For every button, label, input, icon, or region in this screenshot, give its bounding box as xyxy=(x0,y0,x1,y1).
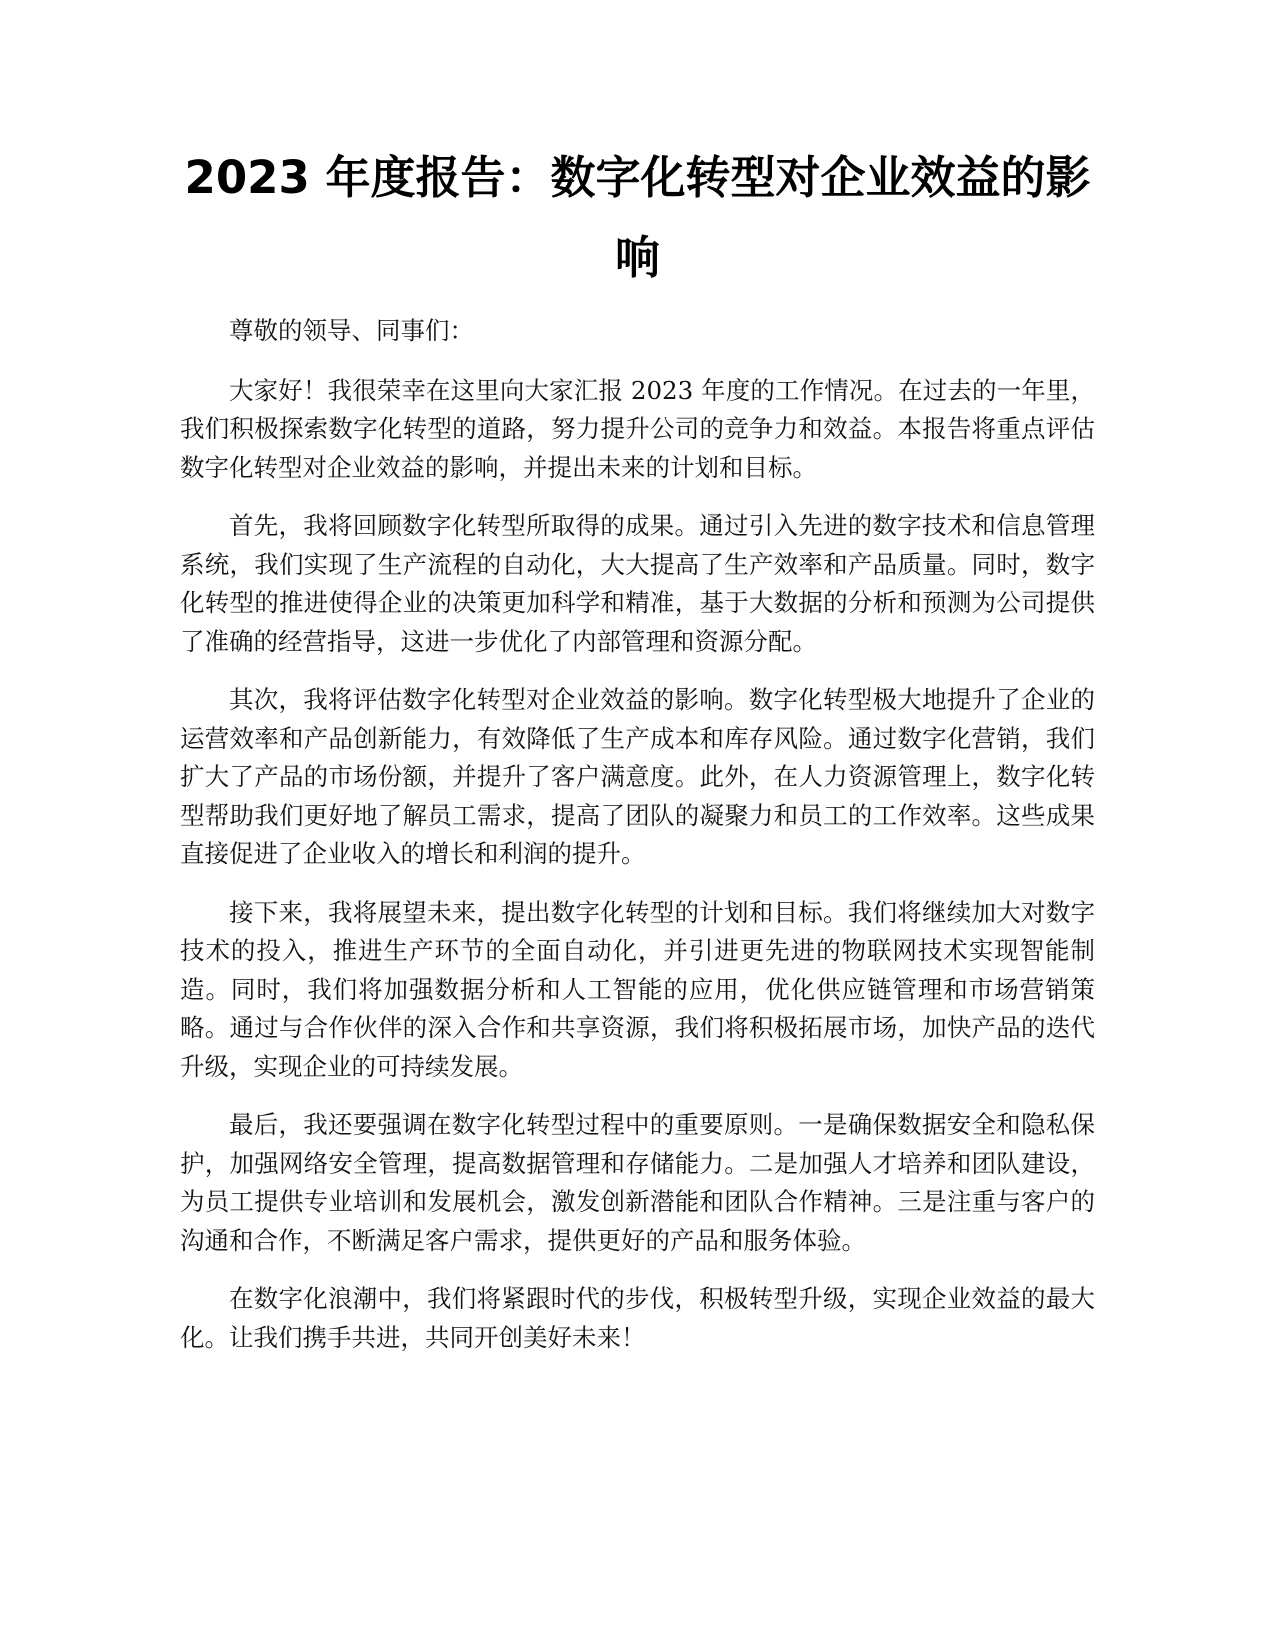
salutation: 尊敬的领导、同事们： xyxy=(229,316,474,345)
paragraph-achievements: 首先，我将回顾数字化转型所取得的成果。通过引入先进的数字技术和信息管理系统，我们实现了生产流程的自动化，大大提高了生产效率和产品质量。同时，数字化转型的推进使得企业的决策更加科学和精准，基于大数据的分析和预测为公司提供了准确的经营指导，这进一步优化了内部管理和资源分配。 xyxy=(180,511,1095,656)
paragraph-closing: 在数字化浪潮中，我们将紧跟时代的步伐，积极转型升级，实现企业效益的最大化。让我们携手共进，共同开创美好未来！ xyxy=(180,1284,1095,1352)
document-title: 2023 年度报告：数字化转型对企业效益的影响 xyxy=(184,151,1091,284)
paragraph-future-plans: 接下来，我将展望未来，提出数字化转型的计划和目标。我们将继续加大对数字技术的投入，推进生产环节的全面自动化，并引进更先进的物联网技术实现智能制造。同时，我们将加强数据分析和人工智能的应用，优化供应链管理和市场营销策略。通过与合作伙伴的深入合作和共享资源，我们将积极拓展市场，加快产品的迭代升级，实现企业的可持续发展。 xyxy=(180,897,1095,1081)
paragraph-intro: 大家好！我很荣幸在这里向大家汇报 2023 年度的工作情况。在过去的一年里，我们积极探索数字化转型的道路，努力提升公司的竞争力和效益。本报告将重点评估数字化转型对企业效益的影响，并提出未来的计划和目标。 xyxy=(180,375,1095,482)
document-body xyxy=(180,312,1095,1377)
paragraph-impact: 其次，我将评估数字化转型对企业效益的影响。数字化转型极大地提升了企业的运营效率和产品创新能力，有效降低了生产成本和库存风险。通过数字化营销，我们扩大了产品的市场份额，并提升了客户满意度。此外，在人力资源管理上，数字化转型帮助我们更好地了解员工需求，提高了团队的凝聚力和员工的工作效率。这些成果直接促进了企业收入的增长和利润的提升。 xyxy=(180,685,1095,868)
paragraph-principles: 最后，我还要强调在数字化转型过程中的重要原则。一是确保数据安全和隐私保护，加强网络安全管理，提高数据管理和存储能力。二是加强人才培养和团队建设，为员工提供专业培训和发展机会，激发创新潜能和团队合作精神。三是注重与客户的沟通和合作，不断满足客户需求，提供更好的产品和服务体验。 xyxy=(180,1110,1095,1255)
